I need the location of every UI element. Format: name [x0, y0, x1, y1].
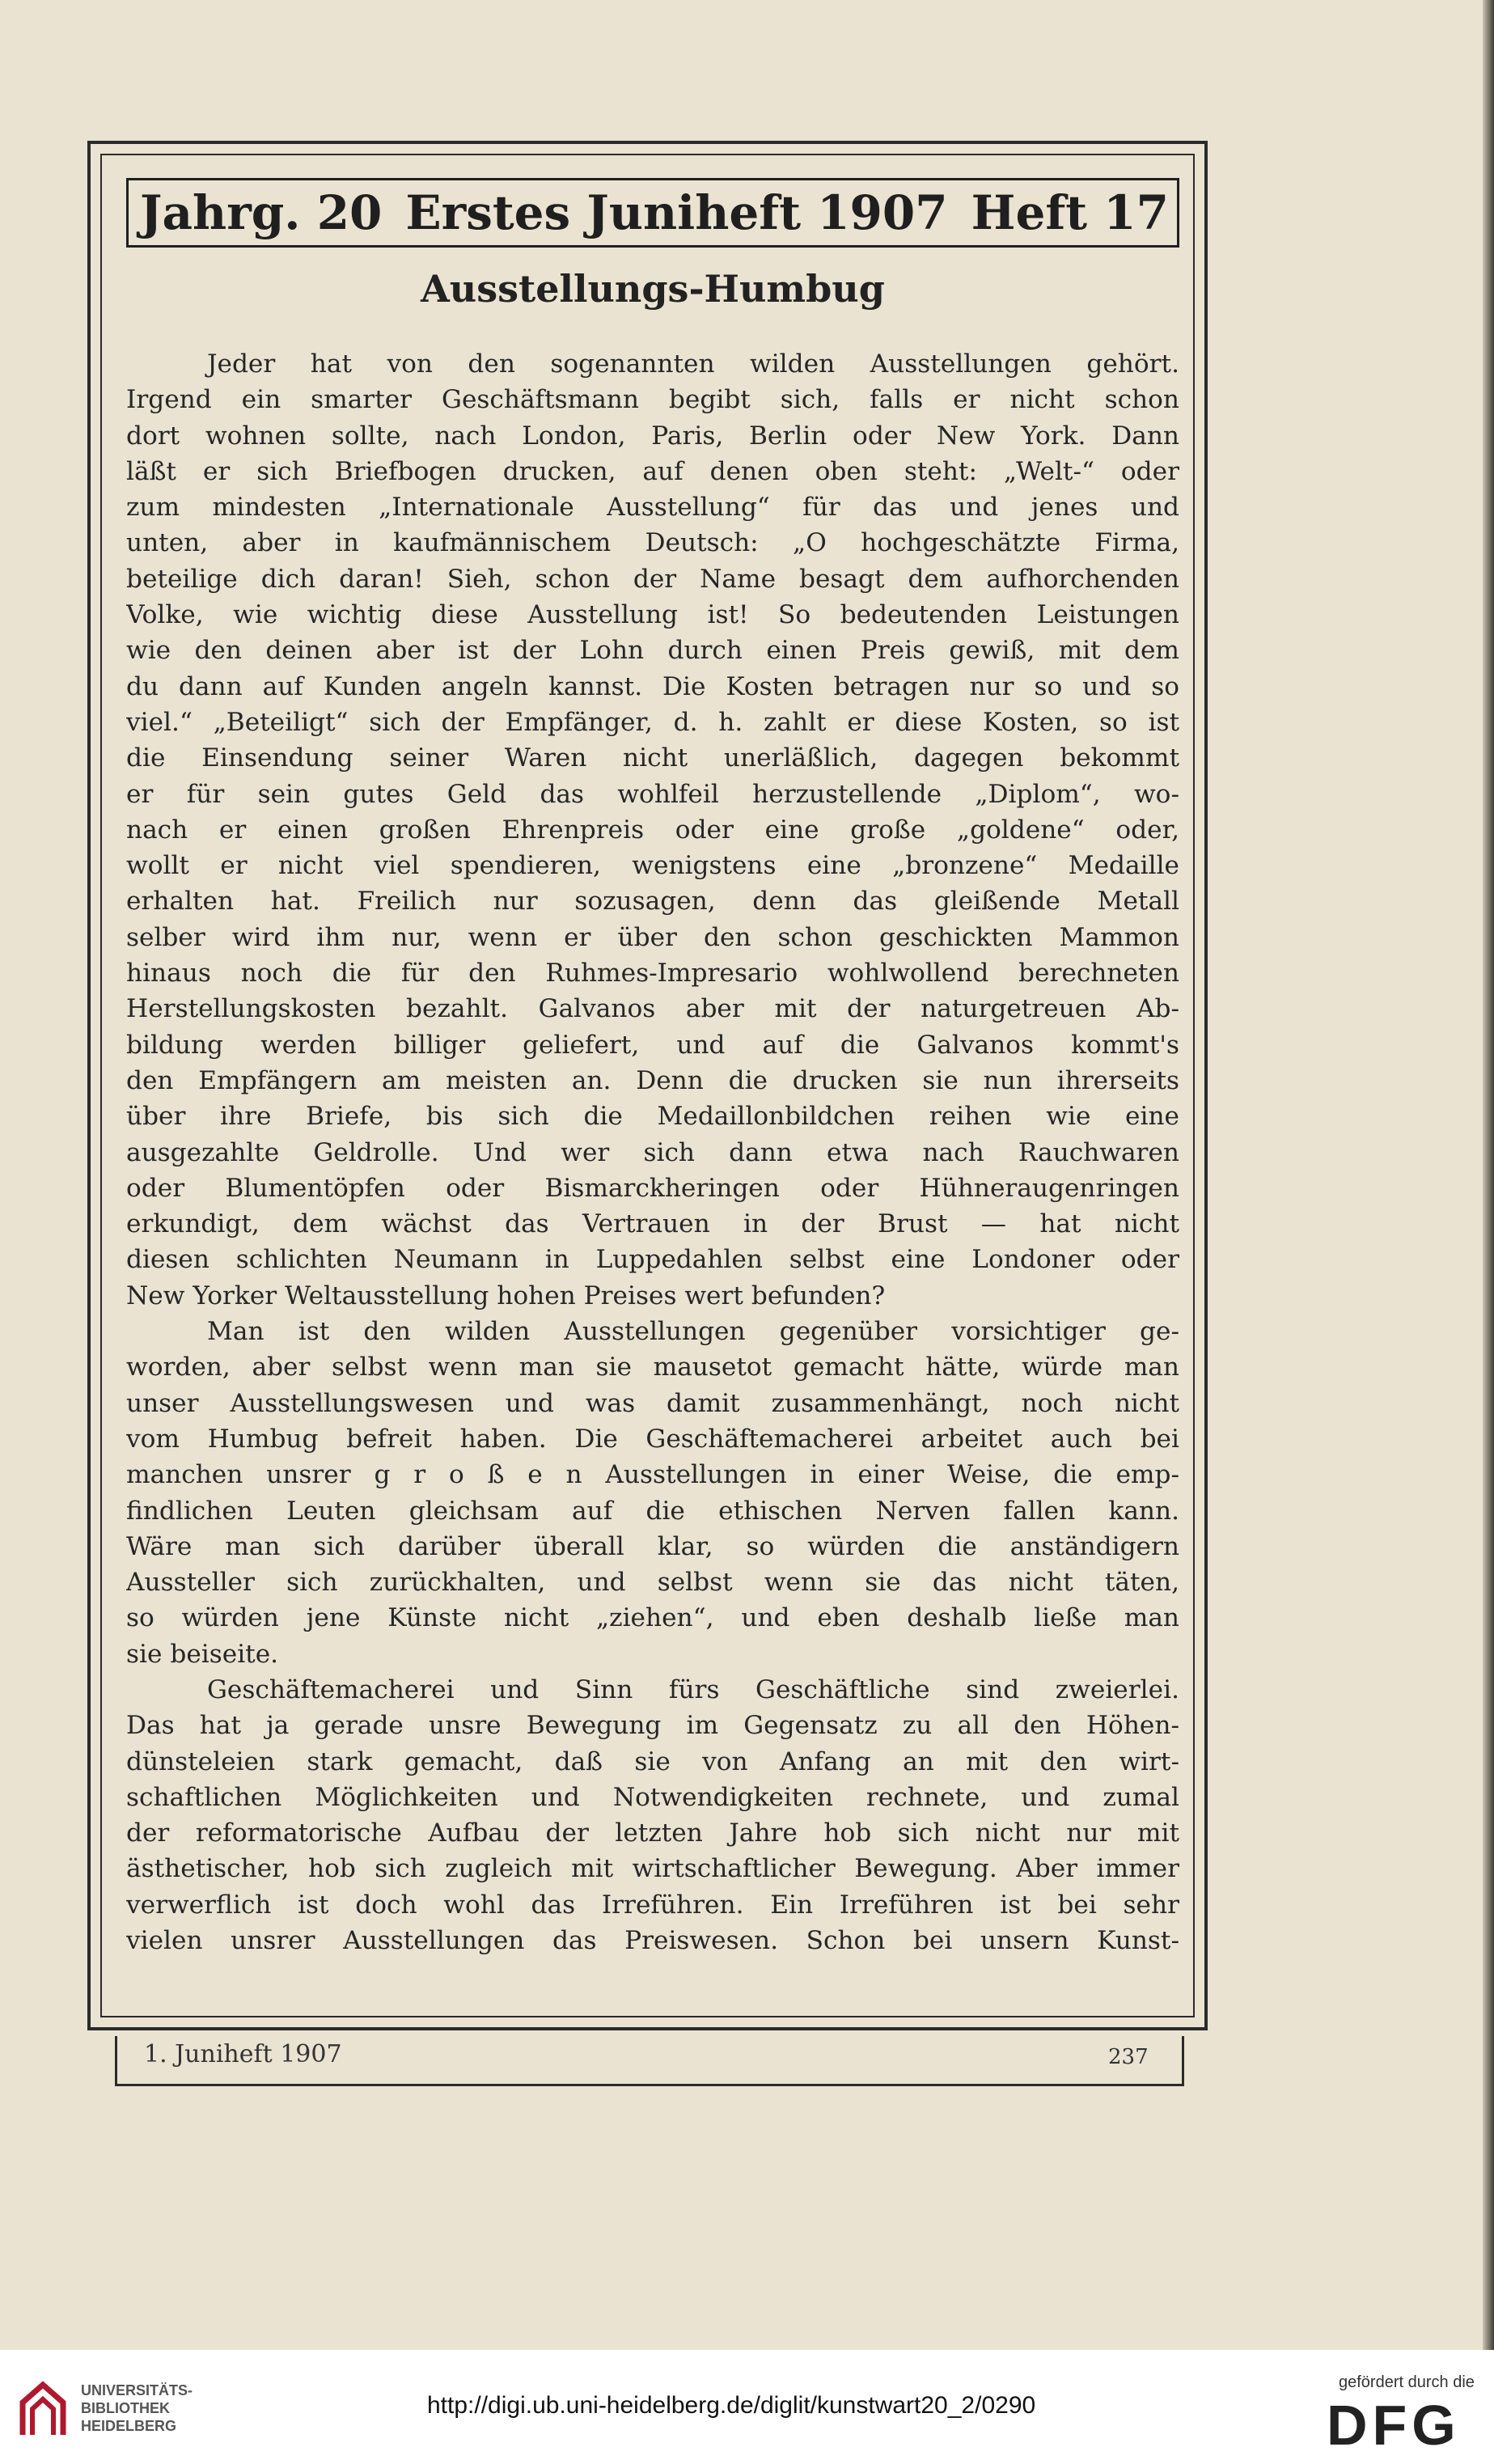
- text-line: selber wird ihm nur, wenn er über den schon geschickten Mammon: [126, 922, 1179, 952]
- text-line: wollt er nicht viel spendieren, wenigstens eine „bronzene“ Medaille: [126, 851, 1179, 881]
- dfg-logo[interactable]: DFG: [1327, 2394, 1461, 2457]
- text-line: bildung werden billiger geliefert, und auf die Galvanos kommt's: [126, 1030, 1179, 1060]
- text-line: oder Blumentöpfen oder Bismarckheringen oder Hühneraugenringen: [126, 1173, 1179, 1203]
- text-line: Geschäftemacherei und Sinn fürs Geschäftliche sind zweierlei.: [207, 1674, 1179, 1704]
- issue-header: [126, 178, 1179, 248]
- text-line: du dann auf Kunden angeln kannst. Die Kosten betragen nur so und so: [126, 671, 1179, 701]
- text-line: läßt er sich Briefbogen drucken, auf denen oben steht: „Welt-“ oder: [126, 456, 1179, 486]
- text-line: dort wohnen sollte, nach London, Paris, Berlin oder New York. Dann: [126, 421, 1179, 451]
- header-issue-number: Heft 17: [971, 185, 1169, 240]
- text-line: Jeder hat von den sogenannten wilden Ausstellungen gehört.: [207, 349, 1179, 379]
- text-line: unser Ausstellungswesen und was damit zusammenhängt, noch nicht: [126, 1388, 1179, 1418]
- text-line: ausgezahlte Geldrolle. Und wer sich dann etwa nach Rauchwaren: [126, 1137, 1179, 1167]
- text-line: zum mindesten „Internationale Ausstellung“ für das und jenes und: [126, 493, 1179, 523]
- text-line: Man ist den wilden Ausstellungen gegenüber vorsichtiger ge-: [207, 1317, 1179, 1347]
- text-line: sie beiseite.: [126, 1639, 279, 1669]
- text-line: den Empfängern am meisten an. Denn die drucken sie nun ihrerseits: [126, 1065, 1179, 1095]
- library-name-line: BIBLIOTHEK: [81, 2400, 170, 2416]
- text-line: findlichen Leuten gleichsam auf die ethischen Nerven fallen kann.: [126, 1496, 1179, 1526]
- text-line: diesen schlichten Neumann in Luppedahlen selbst eine Londoner oder: [126, 1245, 1179, 1275]
- text-line: ästhetischer, hob sich zugleich mit wirtschaftlicher Bewegung. Aber immer: [126, 1854, 1179, 1884]
- library-name[interactable]: [81, 2381, 193, 2435]
- text-line: erhalten hat. Freilich nur sozusagen, denn das gleißende Metall: [126, 887, 1179, 917]
- text-line: die Einsendung seiner Waren nicht unerläßlich, dagegen bekommt: [126, 743, 1179, 773]
- text-line: über ihre Briefe, bis sich die Medaillonbildchen reihen wie eine: [126, 1102, 1179, 1132]
- text-line: beteilige dich daran! Sieh, schon der Name besagt dem aufhorchenden: [126, 564, 1179, 594]
- text-line: erkundigt, dem wächst das Vertrauen in der Brust — hat nicht: [126, 1209, 1179, 1239]
- text-line: wie den deinen aber ist der Lohn durch einen Preis gewiß, mit dem: [126, 636, 1179, 666]
- page-number: 237: [1108, 2045, 1149, 2069]
- text-line: verwerflich ist doch wohl das Irreführen. Ein Irreführen ist bei sehr: [126, 1890, 1179, 1920]
- text-line: unten, aber in kaufmännischem Deutsch: „O hochgeschätzte Firma,: [126, 528, 1179, 558]
- text-line: worden, aber selbst wenn man sie mausetot gemacht hätte, würde man: [126, 1353, 1179, 1382]
- article-title: Ausstellungs-Humbug: [421, 267, 885, 311]
- library-name-line: HEIDELBERG: [81, 2418, 177, 2434]
- text-line: Aussteller sich zurückhalten, und selbst wenn sie das nicht täten,: [126, 1568, 1179, 1598]
- text-line: Herstellungskosten bezahlt. Galvanos aber mit der naturgetreuen Ab-: [126, 994, 1179, 1024]
- text-line: hinaus noch die für den Ruhmes-Impresario wohlwollend berechneten: [126, 959, 1179, 989]
- text-line: Irgend ein smarter Geschäftsmann begibt sich, falls er nicht schon: [126, 385, 1179, 415]
- page-gutter-shadow: [1483, 0, 1494, 2350]
- folio-issue: 1. Juniheft 1907: [144, 2040, 342, 2068]
- text-line: New Yorker Weltausstellung hohen Preises wert befunden?: [126, 1281, 886, 1310]
- article-body: [126, 346, 1179, 1958]
- text-line: vom Humbug befreit haben. Die Geschäftemacherei arbeitet auch bei: [126, 1424, 1179, 1454]
- university-logo-icon[interactable]: [15, 2378, 71, 2441]
- text-line: nach er einen großen Ehrenpreis oder eine große „goldene“ oder,: [126, 815, 1179, 845]
- text-line: Das hat ja gerade unsre Bewegung im Gegensatz zu all den Höhen-: [126, 1711, 1179, 1741]
- library-name-line: UNIVERSITÄTS-: [81, 2382, 193, 2398]
- text-line: der reformatorische Aufbau der letzten Jahre hob sich nicht nur mit: [126, 1818, 1179, 1848]
- header-volume: Jahrg. 20: [140, 185, 383, 240]
- text-line: vielen unsrer Ausstellungen das Preiswesen. Schon bei unsern Kunst-: [126, 1926, 1179, 1956]
- text-line: er für sein gutes Geld das wohlfeil herzustellende „Diplom“, wo-: [126, 779, 1179, 809]
- text-line: viel.“ „Beteiligt“ sich der Empfänger, d. h. zahlt er diese Kosten, so ist: [126, 707, 1179, 737]
- text-line: Volke, wie wichtig diese Ausstellung ist! So bedeutenden Leistungen: [126, 600, 1179, 630]
- text-line: manchen unsrer g r o ß e n Ausstellungen in einer Weise, die emp-: [126, 1460, 1179, 1490]
- text-line: schaftlichen Möglichkeiten und Notwendigkeiten rechnete, und zumal: [126, 1782, 1179, 1812]
- text-line: so würden jene Künste nicht „ziehen“, und eben deshalb ließe man: [126, 1603, 1179, 1633]
- permalink-url[interactable]: http://digi.ub.uni-heidelberg.de/diglit/kunstwart20_2/0290: [427, 2392, 1036, 2419]
- header-issue-date: Erstes Juniheft 1907: [405, 185, 948, 240]
- text-line: Wäre man sich darüber überall klar, so würden die anständigern: [126, 1531, 1179, 1561]
- funding-note: gefördert durch die: [1339, 2373, 1475, 2391]
- text-line: dünsteleien stark gemacht, daß sie von Anfang an mit den wirt-: [126, 1746, 1179, 1776]
